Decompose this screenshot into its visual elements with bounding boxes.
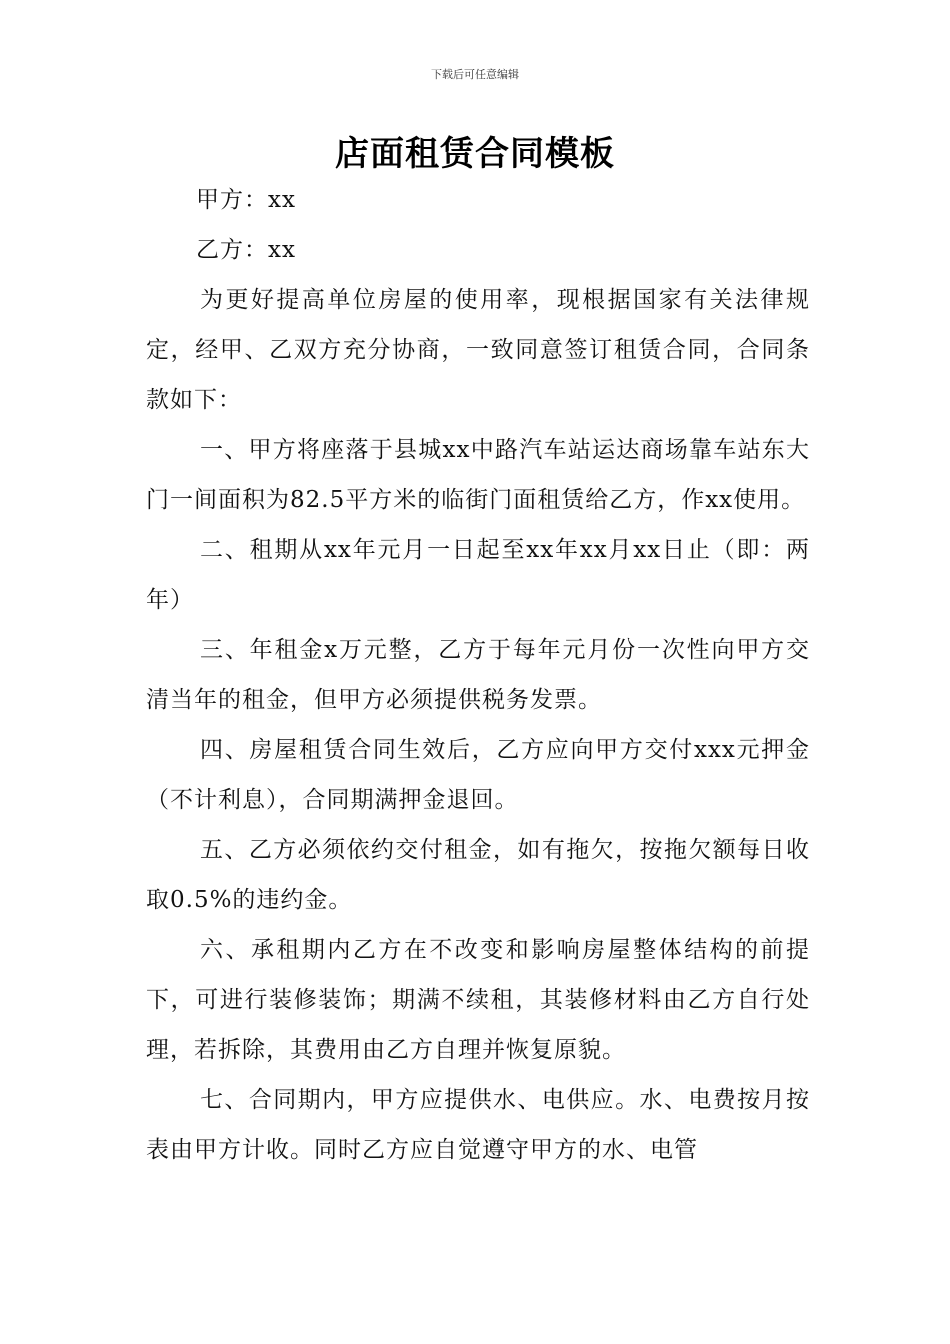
header-note: 下载后可任意编辑 [431, 68, 519, 81]
clause-2: 二、租期从xx年元月一日起至xx年xx月xx日止（即：两年） [146, 537, 810, 613]
party-b-line: 乙方：xx [196, 237, 296, 263]
party-a-line: 甲方：xx [196, 187, 296, 213]
clause-7: 七、合同期内，甲方应提供水、电供应。水、电费按月按表由甲方计收。同时乙方应自觉遵守甲方的水、电管 [146, 1087, 810, 1163]
document-title: 店面租赁合同模板 [335, 134, 615, 174]
intro-paragraph: 为更好提高单位房屋的使用率，现根据国家有关法律规定，经甲、乙双方充分协商，一致同意签订租赁合同，合同条款如下： [146, 287, 810, 413]
clause-6: 六、承租期内乙方在不改变和影响房屋整体结构的前提下，可进行装修装饰；期满不续租，其装修材料由乙方自行处理，若拆除，其费用由乙方自理并恢复原貌。 [146, 937, 810, 1063]
clause-4: 四、房屋租赁合同生效后，乙方应向甲方交付xxx元押金（不计利息），合同期满押金退回。 [146, 737, 810, 813]
contract-body [146, 175, 810, 1175]
clause-5: 五、乙方必须依约交付租金，如有拖欠，按拖欠额每日收取0.5%的违约金。 [146, 837, 810, 913]
clause-1: 一、甲方将座落于县城xx中路汽车站运达商场靠车站东大门一间面积为82.5平方米的临街门面租赁给乙方，作xx使用。 [146, 437, 810, 513]
clause-3: 三、年租金x万元整，乙方于每年元月份一次性向甲方交清当年的租金，但甲方必须提供税务发票。 [146, 637, 810, 713]
